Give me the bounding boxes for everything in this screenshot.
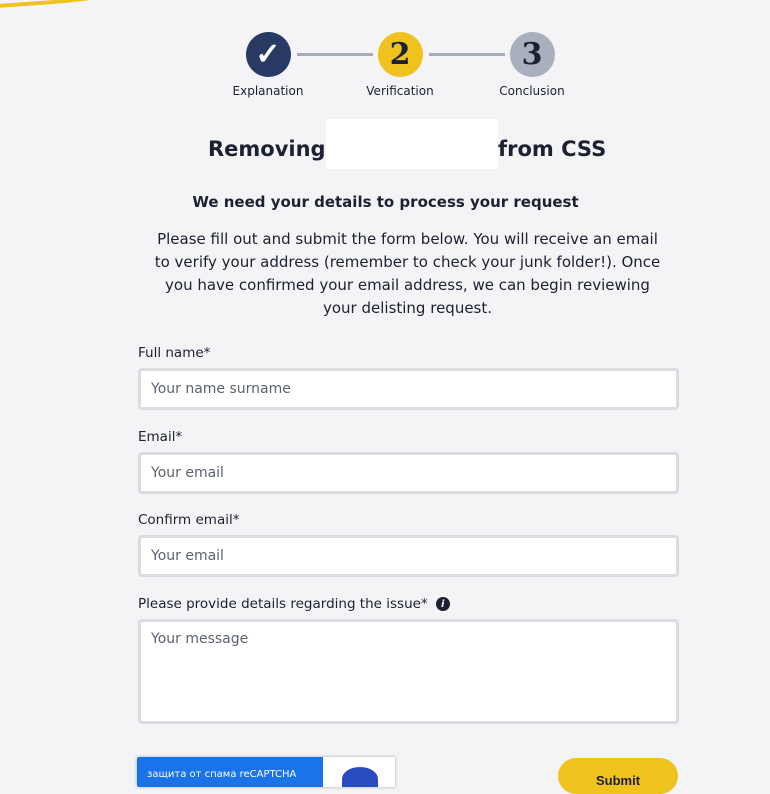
decorative-swoosh <box>0 0 130 9</box>
confirm-email-field <box>138 512 679 577</box>
title-prefix: Removing <box>208 137 326 161</box>
details-field <box>138 596 679 724</box>
field-label <box>138 596 679 612</box>
confirm-email-input[interactable]: Your email <box>138 535 679 577</box>
full-name-input[interactable]: Your name surname <box>138 368 679 410</box>
page-title <box>208 137 326 161</box>
step-number: 3 <box>510 32 555 77</box>
recaptcha-widget[interactable] <box>137 757 395 787</box>
submit-button[interactable]: Submit <box>558 758 678 794</box>
full-name-field <box>138 345 679 410</box>
recaptcha-label: защита от спама reCAPTCHA <box>137 757 323 787</box>
step-verification <box>340 32 460 98</box>
email-input[interactable]: Your email <box>138 452 679 494</box>
step-label: Verification <box>366 84 434 98</box>
step-label: Explanation <box>232 84 304 98</box>
form-subtitle: We need your details to process your request <box>192 193 579 211</box>
check-icon: ✓ <box>246 32 291 77</box>
step-label: Conclusion <box>499 84 565 98</box>
details-textarea[interactable]: Your message <box>138 619 679 724</box>
step-number: 2 <box>378 32 423 77</box>
page-title-suffix: from CSS <box>498 137 607 161</box>
progress-stepper <box>0 32 770 102</box>
email-field <box>138 429 679 494</box>
redacted-area <box>326 119 498 169</box>
step-explanation <box>208 32 328 98</box>
form-intro: Please fill out and submit the form below. You will receive an email to verify your address (remember to check your junk folder!). Once you have confirmed your email address, we can begin reviewing your delisting request. <box>154 230 661 317</box>
details-label: Please provide details regarding the issue* <box>138 596 428 612</box>
field-label: Full name* <box>138 345 211 361</box>
field-label: Confirm email* <box>138 512 240 528</box>
recaptcha-logo-icon <box>342 767 378 787</box>
field-label: Email* <box>138 429 183 445</box>
info-icon[interactable]: i <box>436 597 450 611</box>
step-conclusion <box>472 32 592 98</box>
